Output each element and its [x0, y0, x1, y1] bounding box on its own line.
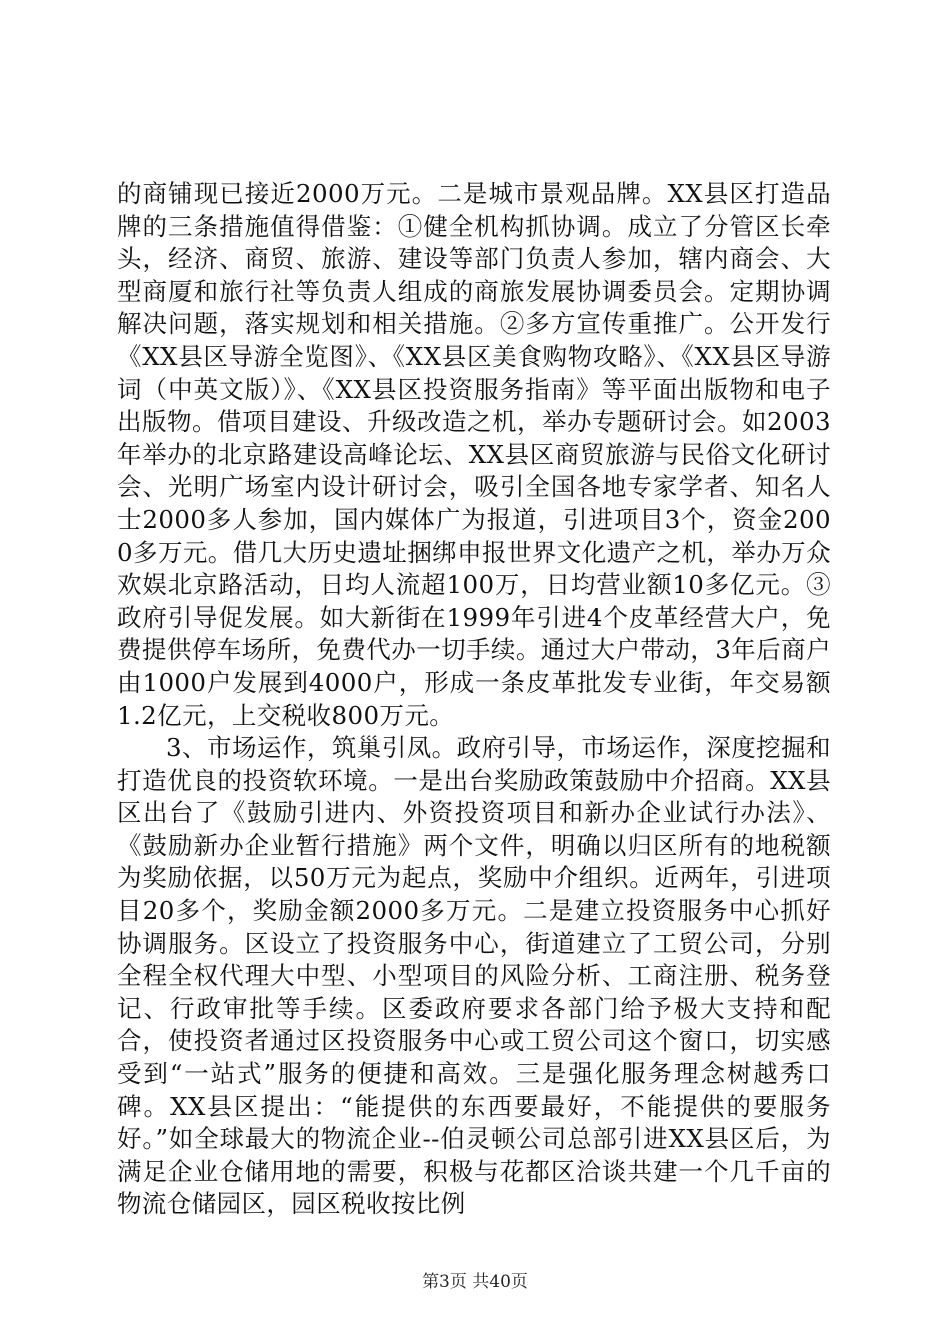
page-number-footer: 第3页 共40页 [422, 1272, 528, 1292]
paragraph-market-operation: 3、市场运作，筑巢引凤。政府引导，市场运作，深度挖掘和打造优良的投资软环境。一是出台奖励政策鼓励中介招商。XX县区出台了《鼓励引进内、外资投资项目和新办企业试行办法》、《鼓励新办企业暂行措施》两个文件，明确以归区所有的地税额为奖励依据，以50万元为起点，奖励中介组织。近两年，引进项目20多个，奖励金额2000多万元。二是建立投资服务中心抓好协调服务。区设立了投资服务中心，街道建立了工贸公司，分别全程全权代理大中型、小型项目的风险分析、工商注册、税务登记、行政审批等手续。区委政府要求各部门给予极大支持和配合，使投资者通过区投资服务中心或工贸公司这个窗口，切实感受到“一站式”服务的便捷和高效。三是强化服务理念树越秀口碑。XX县区提出：“能提供的东西要最好，不能提供的要服务好。”如全球最大的物流企业--伯灵顿公司总部引进XX县区后，为满足企业仓储用地的需要，积极与花都区洽谈共建一个几千亩的物流仓储园区，园区税收按比例 [117, 733, 831, 1219]
paragraph-continuation: 的商铺现已接近2000万元。二是城市景观品牌。XX县区打造品牌的三条措施值得借鉴：①健全机构抓协调。成立了分管区长牵头，经济、商贸、旅游、建设等部门负责人参加，辖内商会、大型商厦和旅行社等负责人组成的商旅发展协调委员会。定期协调解决问题，落实规划和相关措施。②多方宣传重推广。公开发行《XX县区导游全览图》、《XX县区美食购物攻略》、《XX县区导游词（中英文版）》、《XX县区投资服务指南》等平面出版物和电子出版物。借项目建设、升级改造之机，举办专题研讨会。如2003年举办的北京路建设高峰论坛、XX县区商贸旅游与民俗文化研讨会、光明广场室内设计研讨会，吸引全国各地专家学者、知名人士2000多人参加，国内媒体广为报道，引进项目3个，资金2000多万元。借几大历史遗址捆绑申报世界文化遗产之机，举办万众欢娱北京路活动，日均人流超100万，日均营业额10多亿元。③政府引导促发展。如大新街在1999年引进4个皮革经营大户，免费提供停车场所，免费代办一切手续。通过大户带动，3年后商户由1000户发展到4000户，形成一条皮革批发专业街，年交易额1.2亿元，上交税收800万元。 [117, 179, 831, 730]
document-body [117, 178, 831, 1221]
